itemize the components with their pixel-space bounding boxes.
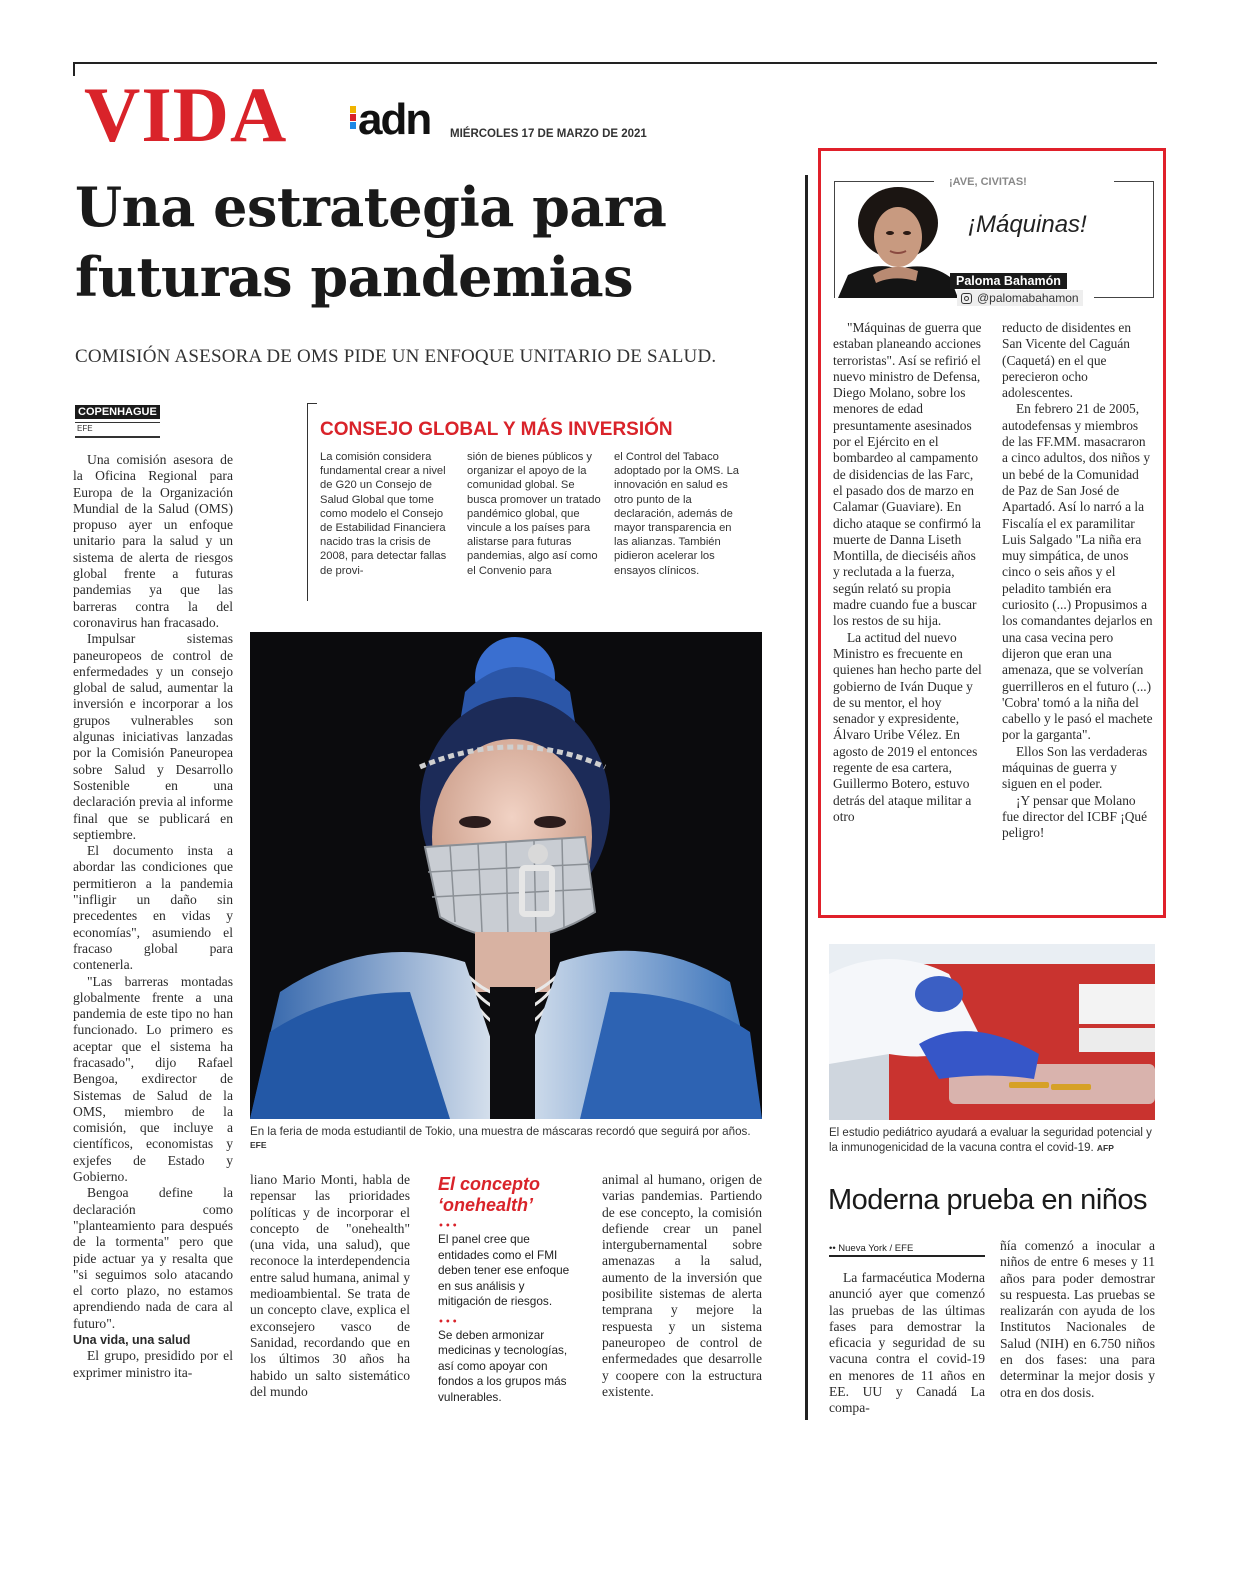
fashion-mask-illustration — [250, 632, 762, 1119]
column-kicker: ¡AVE, CIVITAS! — [946, 176, 1030, 188]
paragraph: ñía comenzó a inocular a niños de entre 6 meses y 11 años para poder demostrar su respuesta. Las pruebas se realizarán con ayuda de los Institutos Nacionales de Salud (NIH) en 6.750 niños en dos fases: una para determinar la mejor dosis y otra en dos dosis. — [1000, 1238, 1155, 1400]
paragraph: En febrero 21 de 2005, autodefensas y miembros de las FF.MM. masacraron a cinco adultos, dos niños y un bebé de la Comunidad de Paz de San José de Apartadó. Así lo narró a la Fiscalía el ex paramilitar Luis Salgado "La niña era muy simpática, de unos cinco o seis años y el peladito también era curiosito (...) Propusimos a los comandantes dejarlos en una casa vecina pero dijeron que eran una amenaza, que se volverían guerrilleros en el futuro (...) 'Cobra' tomó a la niña del cabello y le pasó el machete por la garganta". — [1002, 401, 1153, 743]
moderna-dateline: •• Nueva York / EFE — [829, 1243, 914, 1254]
section-divider — [805, 175, 808, 1420]
author-name: Paloma Bahamón — [950, 273, 1067, 289]
paragraph: ¡Y pensar que Molano fue director del ICBF ¡Qué peligro! — [1002, 792, 1148, 841]
adn-logo-bars — [350, 106, 356, 136]
paragraph: Impulsar sistemas paneuropeos de control de enfermedades y un consejo global de salud, aumentar la inversión e incorporar a los grupos vulnerables son algunas iniciativas lanzadas por la Comisión Paneuropea sobre Salud y Desarrollo Sostenible en una declaración previa al informe final que se publicará en septiembre. — [73, 631, 233, 842]
vaccine-caption — [829, 1126, 1159, 1156]
moderna-dateline-rule — [829, 1255, 985, 1257]
brand-logo: adn — [358, 95, 431, 144]
sidebar-item-1: El panel cree que entidades como el FMI deben tener ese enfoque en sus análisis y mitigación de riesgos. — [438, 1232, 570, 1308]
vaccine-illustration — [829, 944, 1155, 1120]
article-column-2 — [250, 1172, 410, 1400]
paragraph: Una comisión asesora de la Oficina Regional para Europa de la Organización Mundial de la Salud (OMS) propuso ayer un enfoque unitario para la salud y un sistema de alerta de riesgos global frente a futuras pandemias ya que las barreras contra la del coronavirus han fracasado. — [73, 452, 233, 630]
fashion-mask-photo — [250, 632, 762, 1119]
instagram-icon — [961, 293, 972, 304]
dateline-rule-bottom — [75, 436, 160, 438]
caption-text: En la feria de moda estudiantil de Tokio, una muestra de máscaras recordó que seguirá por años. — [250, 1125, 751, 1138]
article-column-1 — [73, 452, 233, 1381]
author-portrait-illustration — [838, 185, 958, 298]
moderna-headline: Moderna prueba en niños — [828, 1184, 1148, 1216]
infobox-frame-top — [307, 403, 317, 404]
infobox-title: CONSEJO GLOBAL Y MÁS INVERSIÓN — [320, 419, 673, 440]
bullet-dots: ••• — [438, 1316, 459, 1328]
paragraph: "Máquinas de guerra que estaban planeando acciones terroristas". Así se refirió el nuevo ministro de Defensa, Diego Molano, sobre los menores de edad presuntamente asesinados por el Ejército en el bombardeo al campamento de disidencias de las Farc, el pasado dos de marzo en Calamar (Guaviare). En dicho ataque se confirmó la muerte de Danna Liseth Montilla, de dieciséis años y reclutada a la fuerza, según relató su propia madre cuando fue a buscar los restos de su hija. — [833, 320, 982, 629]
infobox-frame-left — [307, 403, 308, 601]
infobox-col-3: el Control del Tabaco adoptado por la OMS. La innovación en salud es otro punto de la declaración, además de mayor transparencia en las alianzas. También pidieron acelerar los ensayos clínicos. — [614, 451, 740, 577]
author-handle: @palomabahamon — [977, 291, 1079, 305]
paragraph: La farmacéutica Moderna anunció ayer que comenzó las pruebas de las últimas fases para demostrar la eficacia y seguridad de su vacuna contra el covid-19 en menores de 11 años en EE. UU y Canadá La compa- — [829, 1270, 985, 1416]
article-subtitle: COMISIÓN ASESORA DE OMS PIDE UN ENFOQUE UNITARIO DE SALUD. — [75, 346, 717, 367]
moderna-column-1 — [829, 1270, 985, 1417]
issue-date: MIÉRCOLES 17 DE MARZO DE 2021 — [450, 128, 647, 140]
dateline-tag: COPENHAGUE — [75, 405, 160, 419]
column-title: ¡Máquinas! — [968, 211, 1087, 238]
section-title: VIDA — [84, 71, 288, 158]
opinion-column-1 — [833, 320, 983, 825]
bullet-dots: ••• — [438, 1221, 459, 1232]
opinion-column-2 — [1002, 320, 1154, 842]
paragraph: animal al humano, origen de varias pandemias. Partiendo de ese concepto, la comisión defiende crear un panel intergubernamental sobre amenazas a la salud, aumento de la inversión que posibilite sistemas de alerta temprana y mejore la respuesta y un sistema paneuropeo de control de enfermedades que desarrolle y coopere con la estructura existente. — [602, 1172, 762, 1399]
infobox-col-1: La comisión considera fundamental crear a nivel de G20 un Consejo de Salud Global que tome como modelo el Consejo de Estabilidad Financiera nacido tras la crisis de 2008, para detectar fallas de provi- — [320, 451, 447, 577]
paragraph: La actitud del nuevo Ministro es frecuente en quienes han hecho parte del gobierno de Iván Duque y de su mentor, el hoy senador y expresidente, Álvaro Uribe Vélez. En agosto de 2019 el entonces regente de esa cartera, Guillermo Botero, estuvo detrás del ataque militar a otro — [833, 629, 982, 824]
subheading: Una vida, una salud — [73, 1333, 191, 1348]
paragraph: reducto de disidentes en San Vicente del Caguán (Caquetá) en el que perecieron ocho adolescentes. — [1002, 320, 1132, 401]
caption-text: El estudio pediátrico ayudará a evaluar la seguridad potencial y la inmunogenicidad de la vacuna contra el covid-19. — [829, 1127, 1152, 1154]
article-headline — [75, 172, 795, 312]
paragraph: liano Mario Monti, habla de repensar las prioridades políticas y de incorporar el concepto de "onehealth" (una vida, una salud), que reconoce la interdependencia entre salud humana, animal y medioambiental. Se trata de un concepto clave, explica el exconsejero vasco de Sanidad, recordando que en los últimos 30 años ha habido un salto sistemático del mundo — [250, 1172, 410, 1399]
headline-line-1: Una estrategia para — [75, 175, 667, 239]
headline-line-2: futuras pandemias — [75, 245, 633, 309]
header-rule-tick — [73, 62, 75, 76]
paragraph: El grupo, presidido por el exprimer ministro ita- — [73, 1348, 233, 1380]
photo-caption — [250, 1125, 770, 1151]
vaccine-photo — [829, 944, 1155, 1120]
paragraph: El documento insta a abordar las condiciones que permitieron a la pandemia "infligir un daño sin precedentes en vidas y economías", asumiendo el fracaso global para contenerla. — [73, 843, 233, 973]
sidebar-item-2: Se deben armonizar medicinas y tecnologías, así como apoyar con fondos a los grupos más vulnerables. — [438, 1327, 568, 1404]
infobox-col-2: sión de bienes públicos y organizar el apoyo de la comunidad global. Se busca promover un tratado pandémico global, que vincule a los países para alistarse para futuras pandemias, algo así como el Convenio para — [467, 451, 601, 577]
agency-label: EFE — [77, 424, 93, 433]
moderna-column-2 — [1000, 1238, 1155, 1401]
author-handle-row — [957, 290, 1083, 306]
header-rule — [73, 62, 1157, 64]
dateline-rule — [75, 422, 160, 423]
caption-credit: EFE — [250, 1140, 267, 1150]
paragraph: Ellos Son las verdaderas máquinas de guerra y siguen en el poder. — [1002, 743, 1148, 792]
author-portrait — [838, 185, 958, 298]
sidebar-title-line-1: El concepto — [438, 1174, 541, 1194]
onehealth-sidebar — [438, 1174, 573, 1405]
sidebar-title-line-2: ‘onehealth’ — [438, 1195, 534, 1215]
caption-credit: AFP — [1096, 1143, 1114, 1153]
paragraph: Bengoa define la declaración como "planteamiento para después de la tormenta" pero que pide actuar ya y resalta que "si seguimos solo atacando el corto plazo, no estamos aprendiendo nada de cara al futuro". — [73, 1185, 233, 1331]
paragraph: "Las barreras montadas globalmente frente a una pandemia de este tipo no han funcionado. Lo primero es aceptar que el sistema ha fracasado", dijo Rafael Bengoa, exdirector de Sistemas de Salud de la OMS, miembro de la comisión, que incluye a científicos, economistas y exjefes de Estado y Gobierno. — [73, 973, 233, 1185]
article-column-4 — [602, 1172, 762, 1400]
